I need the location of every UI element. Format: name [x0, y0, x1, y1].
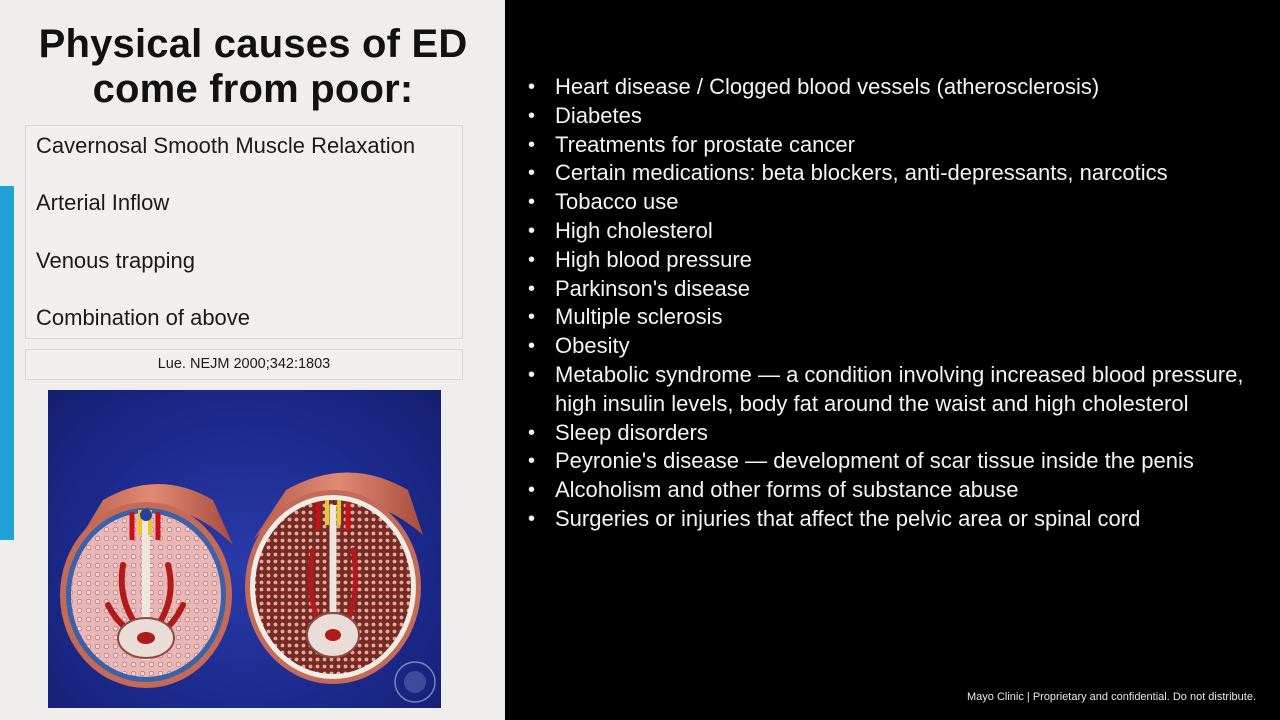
list-item: [527, 73, 1267, 102]
list-item: [527, 447, 1267, 476]
cause-item: Cavernosal Smooth Muscle Relaxation: [36, 133, 416, 158]
list-item-text: Surgeries or injuries that affect the pelvic area or spinal cord: [555, 505, 1141, 531]
cause-item: Combination of above: [36, 305, 251, 330]
bullet-icon: •: [528, 248, 536, 271]
bullet-icon: •: [528, 335, 536, 358]
left-panel: [0, 0, 505, 720]
penile-cross-section-illustration: [48, 390, 441, 708]
list-item-text: Heart disease / Clogged blood vessels (atherosclerosis): [555, 74, 1100, 99]
list-item-text: Certain medications: beta blockers, anti-depressants, narcotics: [555, 160, 1168, 186]
bullet-icon: •: [528, 421, 536, 444]
citation: Lue. NEJM 2000;342:1803: [25, 349, 463, 380]
accent-bar: [0, 186, 14, 540]
list-item-text: Obesity: [555, 333, 630, 359]
bullet-icon: •: [528, 76, 536, 98]
list-item: [527, 505, 1267, 534]
flaccid-cross-section: [60, 484, 233, 688]
list-item: [527, 275, 1267, 304]
publisher-seal-icon: [395, 662, 435, 702]
list-item-text: Treatments for prostate cancer: [555, 131, 855, 157]
bullet-icon: •: [528, 191, 536, 214]
list-item-text: High blood pressure: [555, 246, 752, 272]
bullet-icon: •: [528, 450, 536, 473]
list-item: [527, 419, 1267, 448]
bullet-icon: •: [528, 363, 536, 386]
causes-bullet-list: [527, 73, 1267, 534]
list-item-text: Tobacco use: [555, 189, 679, 215]
bullet-icon: •: [528, 306, 536, 329]
list-item: [527, 217, 1267, 246]
list-item: [527, 332, 1267, 361]
bullet-icon: •: [528, 507, 536, 530]
bullet-icon: •: [528, 219, 536, 242]
list-item-text: High cholesterol: [555, 217, 713, 243]
list-item: [527, 361, 1267, 419]
bullet-icon: •: [528, 162, 536, 185]
cause-item: Venous trapping: [36, 248, 196, 273]
slide-title-line-2: come from poor:: [92, 67, 414, 111]
list-item-text: Multiple sclerosis: [555, 304, 723, 330]
bullet-icon: •: [528, 479, 536, 502]
cause-item: Arterial Inflow: [36, 190, 170, 215]
list-item: [527, 246, 1267, 275]
list-item: [527, 159, 1267, 188]
list-item: [527, 188, 1267, 217]
list-item-text: Parkinson's disease: [555, 275, 750, 301]
list-item-text: Alcoholism and other forms of substance abuse: [555, 477, 1019, 503]
right-panel: [505, 0, 1280, 720]
bullet-icon: •: [528, 277, 536, 300]
list-item: [527, 131, 1267, 160]
slide-title: [16, 22, 490, 112]
list-item: [527, 476, 1267, 505]
footer-confidential-notice: Mayo Clinic | Proprietary and confidential. Do not distribute.: [967, 691, 1256, 703]
list-item: [527, 303, 1267, 332]
causes-box: [25, 125, 463, 339]
erect-cross-section: [245, 473, 423, 685]
list-item: [527, 102, 1267, 131]
list-item-text: Sleep disorders: [555, 419, 708, 445]
list-item-text: Metabolic syndrome — a condition involving increased blood pressure, high insulin levels, body fat around the waist and high cholesterol: [555, 361, 1244, 416]
bullet-icon: •: [528, 133, 536, 156]
list-item-text: Peyronie's disease — development of scar tissue inside the penis: [555, 448, 1194, 474]
slide-title-line-1: Physical causes of ED: [38, 22, 468, 66]
list-item-text: Diabetes: [555, 102, 642, 128]
bullet-icon: •: [528, 104, 536, 127]
